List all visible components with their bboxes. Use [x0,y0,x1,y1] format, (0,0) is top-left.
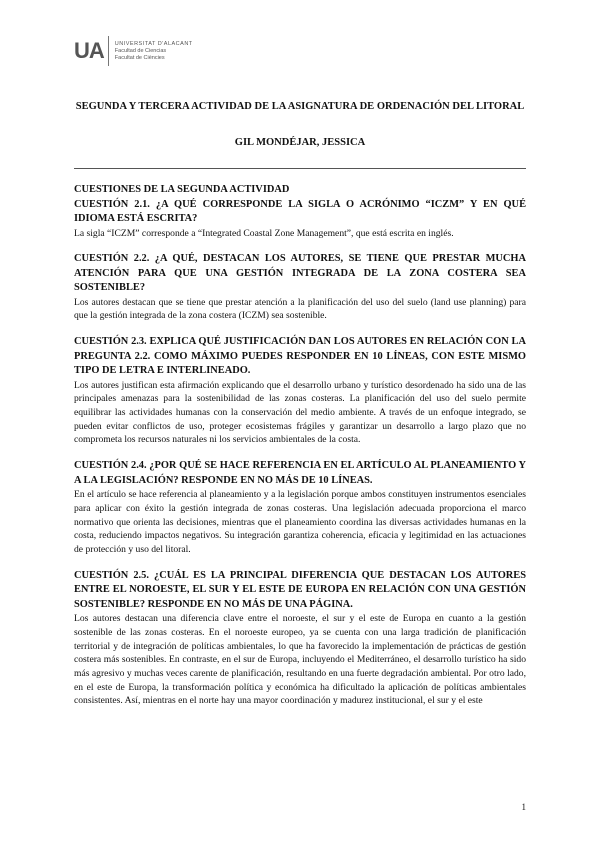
horizontal-rule [74,168,526,169]
logo-mark: UA [74,38,104,63]
question-2-5-answer: Los autores destacan una diferencia clave entre el noroeste, el sur y el este de Europa en cuanto a la gestión sostenible de las zonas costeras. En el noroeste europeo, ya se cuenta con una larga tradición de planificación territorial y de integración de políticas ambientales, lo que ha favorecido la implementación de prácticas de gestión costera más sostenibles. En contraste, en el sur de Europa, incluyendo el Mediterráneo, el desarrollo turístico ha sido más agresivo y muchas veces carente de planificación, resultando en una fuerte degradación ambiental. Por otro lado, en el este de Europa, la transformación política y económica ha dificultado la aplicación de políticas ambientales consistentes. Así, mientras en el norte hay una mayor coordinación y madurez institucional, el sur y el este [74,613,526,707]
faculty-line-2: Facultat de Ciències [114,54,165,61]
question-2-3-answer: Los autores justifican esta afirmación explicando que el desarrollo urbano y turístico desordenado ha sido una de las principales amenazas para la sostenibilidad de las zonas costeras. La planificación del uso del suelo permite equilibrar las actividades humanas con la conservación del medio ambiente. A través de un enfoque integrado, se pueden evitar conflictos de uso, proteger ecosistemas frágiles y garantizar un desarrollo a largo plazo que no comprometa los recursos naturales ni los servicios ambientales de la costa. [74,379,526,446]
logo-text [115,41,193,62]
faculty-line-1: Facultad de Ciencias [114,47,167,54]
page-number: 1 [521,802,526,812]
question-2-4-answer: En el artículo se hace referencia al planeamiento y a la legislación porque ambos constituyen instrumentos esenciales para aplicar con éxito la gestión integrada de zonas costeras. Una legislación adecuada proporciona el marco normativo que orienta las decisiones, mientras que el planeamiento coordina las diversas actividades humanas en la costa, reduciendo impactos negativos. Su integración garantiza coherencia, eficacia y legitimidad en las actuaciones de protección y uso del litoral. [74,489,526,555]
logo-divider [108,36,109,66]
question-2-2-answer: Los autores destacan que se tiene que prestar atención a la planificación del uso del suelo (land use planning) para que la gestión integrada de la zona costera (ICZM) sea sostenible. [74,296,526,322]
question-2-3-heading: CUESTIÓN 2.3. EXPLICA QUÉ JUSTIFICACIÓN DAN LOS AUTORES EN RELACIÓN CON LA PREGUNTA 2.2. COMO MÁXIMO PUEDES RESPONDER EN 10 LÍNEAS, CON ESTE MISMO TIPO DE LETRA E INTERLINEADO. [74,336,526,377]
question-2-5-heading: CUESTIÓN 2.5. ¿CUÁL ES LA PRINCIPAL DIFERENCIA QUE DESTACAN LOS AUTORES ENTRE EL NOROESTE, EL SUR Y EL ESTE DE EUROPA EN RELACIÓN CON UNA GESTIÓN SOSTENIBLE? RESPONDE EN NO MÁS DE UNA PÁGINA. [74,569,526,610]
question-2-2-heading: CUESTIÓN 2.2. ¿A QUÉ, DESTACAN LOS AUTORES, SE TIENE QUE PRESTAR MUCHA ATENCIÓN PARA QUE UNA GESTIÓN INTEGRADA DE LA ZONA COSTERA SEA SOSTENIBLE? [74,253,526,294]
document-author: GIL MONDÉJAR, JESSICA [234,137,366,148]
university-logo [74,37,193,65]
document-title: SEGUNDA Y TERCERA ACTIVIDAD DE LA ASIGNATURA DE ORDENACIÓN DEL LITORAL [75,101,525,112]
question-2-4-heading: CUESTIÓN 2.4. ¿POR QUÉ SE HACE REFERENCIA EN EL ARTÍCULO AL PLANEAMIENTO Y A LA LEGISLACIÓN? RESPONDE EN NO MÁS DE 10 LÍNEAS. [74,460,526,486]
question-2-1-heading: CUESTIÓN 2.1. ¿A QUÉ CORRESPONDE LA SIGLA O ACRÓNIMO “ICZM” Y EN QUÉ IDIOMA ESTÁ ESCRITA? [74,198,526,224]
question-2-1-answer: La sigla “ICZM” corresponde a “Integrated Coastal Zone Management”, que está escrita en inglés. [74,227,454,239]
institution-name: UNIVERSITAT D'ALACANT [114,40,193,47]
section-heading: CUESTIONES DE LA SEGUNDA ACTIVIDAD [74,184,290,195]
document-body [74,183,526,708]
